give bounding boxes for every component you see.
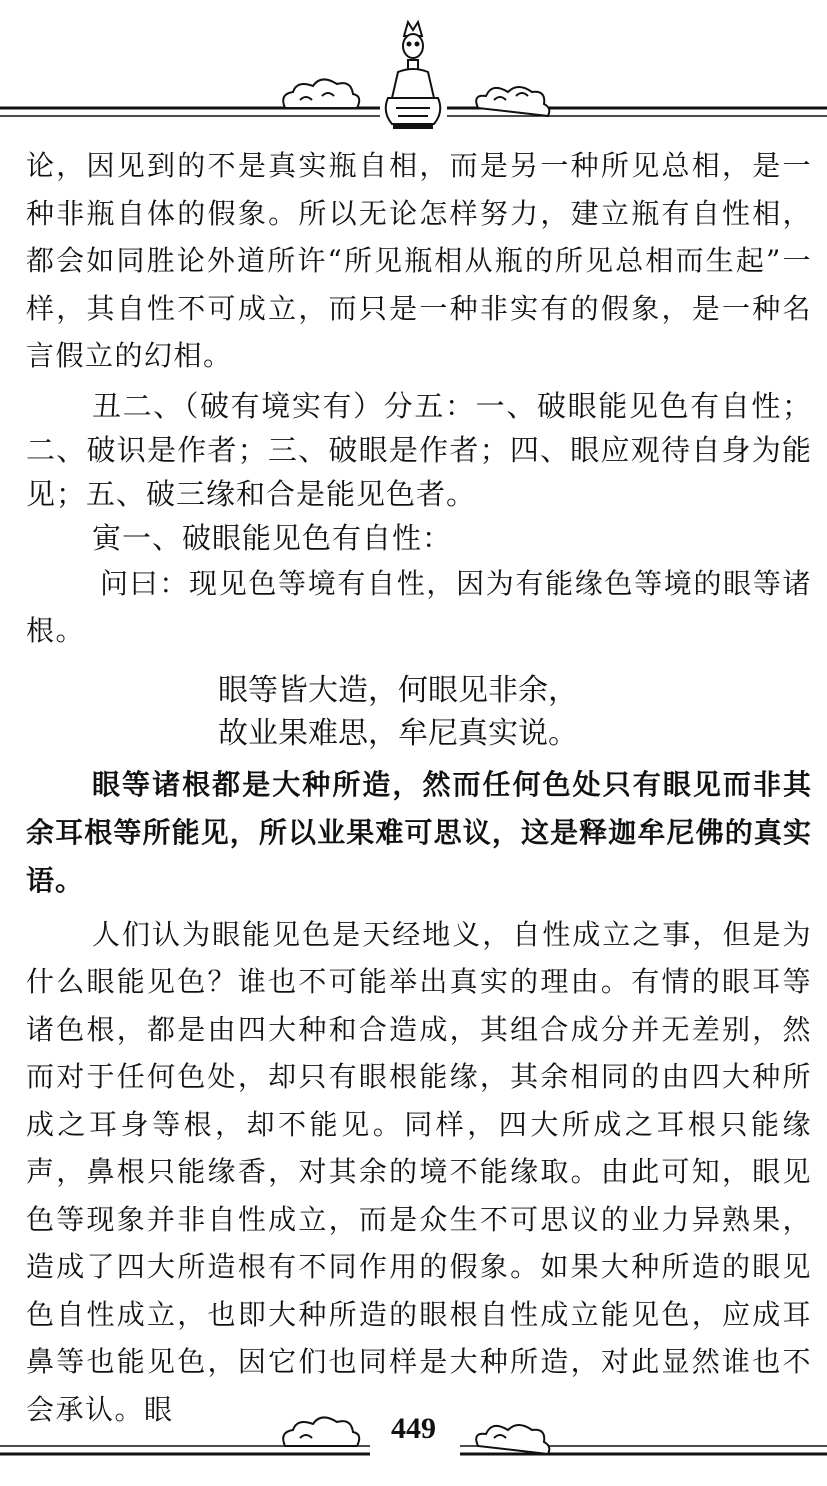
body-paragraph-continued: 论，因见到的不是真实瓶自相，而是另一种所见总相，是一种非瓶自体的假象。所以无论怎样努力，建立瓶有自性相，都会如同胜论外道所许“所见瓶相从瓶的所见总相而生起”一样，其自性不可成立，而只是一种非实有的假象，是一种名言假立的幻相。 <box>26 149 812 372</box>
cloud-scroll-left-icon <box>283 79 359 108</box>
deity-vase-emblem-icon <box>386 22 441 128</box>
commentary-paragraph: 人们认为眼能见色是天经地义，自性成立之事，但是为什么眼能见色？谁也不可能举出真实的理由。有情的眼耳等诸色根，都是由四大种和合造成，其组合成分并无差别，然而对于任何色处，却只有眼根能缘，其余相同的由四大种所成之耳身等根，却不能见。同样，四大所成之耳根只能缘声，鼻根只能缘香，对其余的境不能缘取。由此可知，眼见色等现象并非自性成立，而是众生不可思议的业力异熟果，造成了四大所造根有不同作用的假象。如果大种所造的眼见色自性成立，也即大种所造的眼根自性成立能见色，应成耳鼻等也能见色，因它们也同样是大种所造，对此显然谁也不会承认。眼 <box>26 917 812 1426</box>
objection-paragraph: 问曰：现见色等境有自性，因为有能缘色等境的眼等诸根。 <box>26 566 812 647</box>
verse-line-1: 眼等皆大造，何眼见非余， <box>218 672 578 708</box>
header-ornament <box>0 0 827 150</box>
section-heading-yin-1: 寅一、破眼能见色有自性： <box>92 520 453 555</box>
page-number: 449 <box>391 1412 436 1445</box>
section-heading-chou-2: 丑二、（破有境实有）分五：一、破眼能见色有自性；二、破识是作者；三、破眼是作者；四、眼应观待自身为能见；五、破三缘和合是能见色者。 <box>26 388 812 511</box>
verse-line-2: 故业果难思，牟尼真实说。 <box>218 715 578 751</box>
cloud-scroll-right-icon <box>476 87 549 116</box>
page-body <box>26 142 812 1433</box>
verse-explanation: 眼等诸根都是大种所造，然而任何色处只有眼见而非其余耳根等所能见，所以业果难可思议，这是释迦牟尼佛的真实语。 <box>26 767 812 897</box>
